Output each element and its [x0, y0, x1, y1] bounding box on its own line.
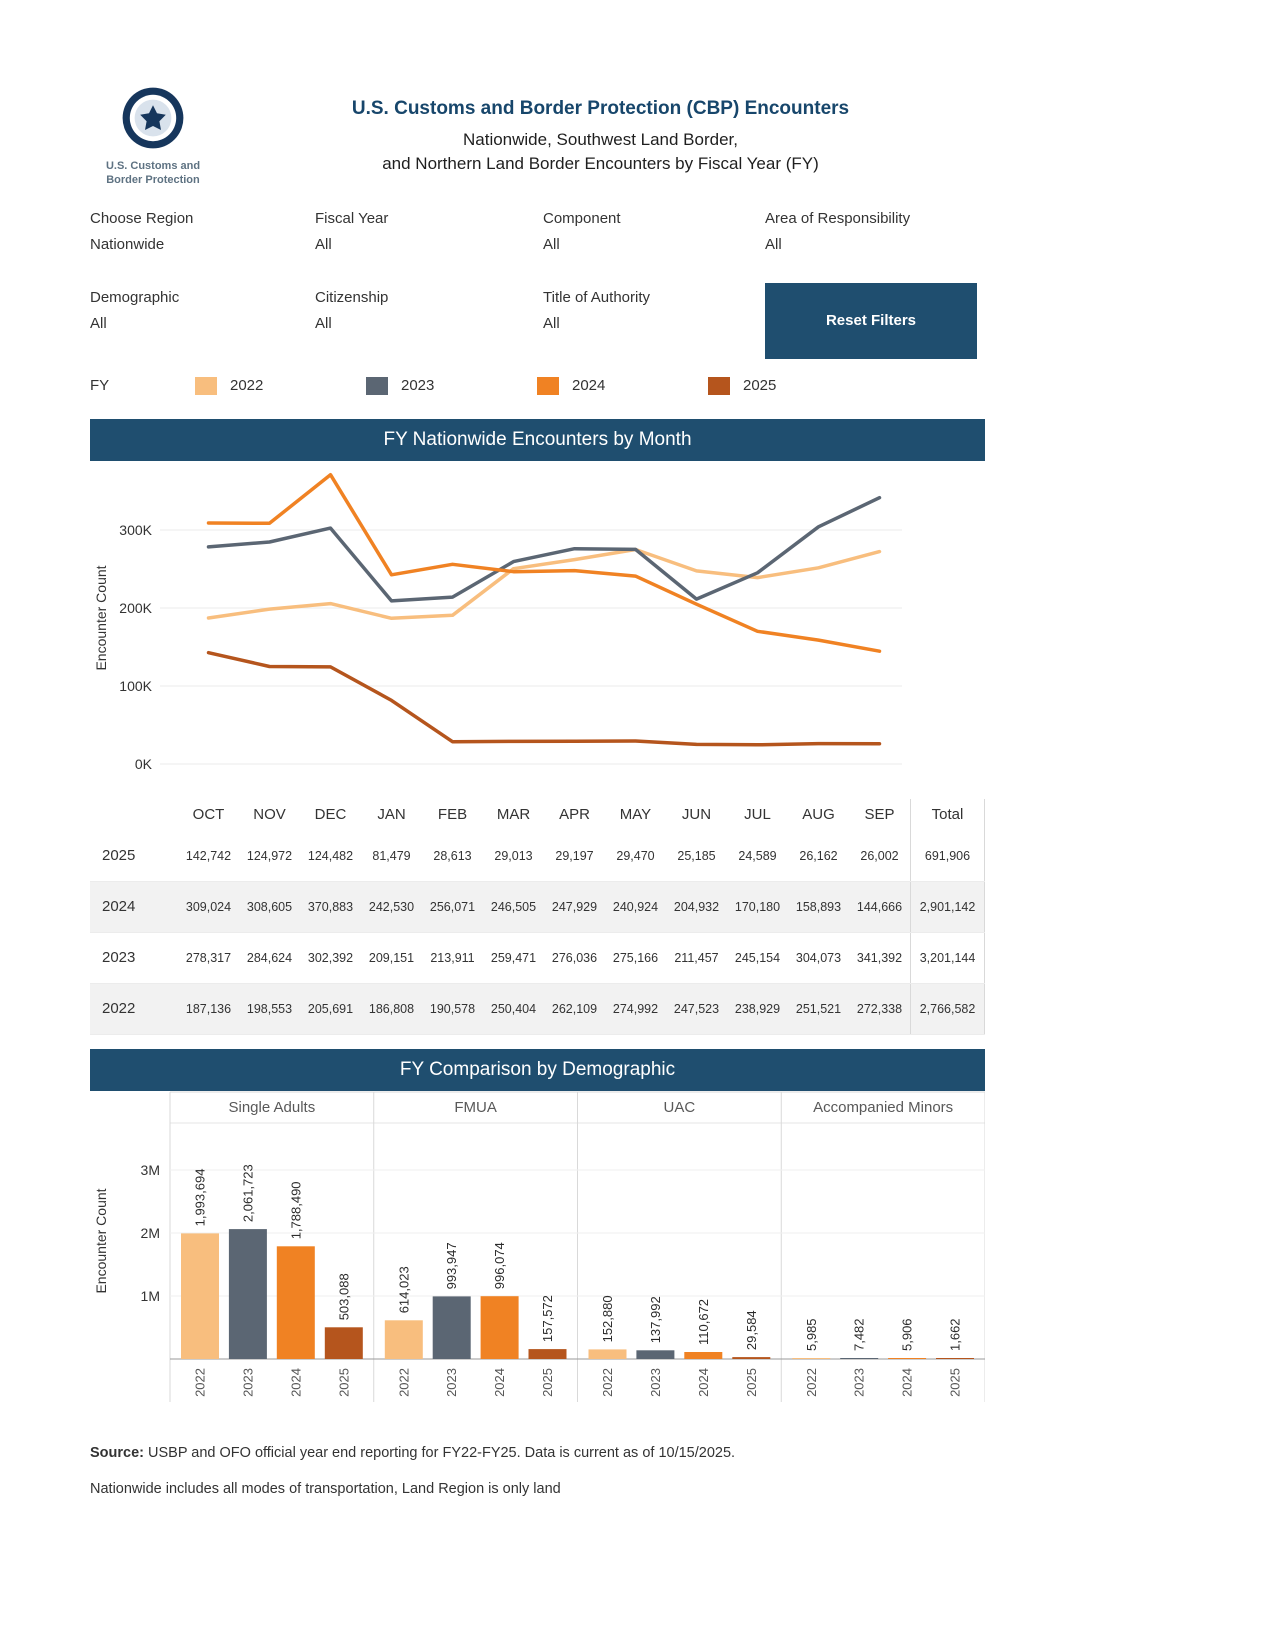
svg-text:100K: 100K: [119, 677, 152, 694]
logo-caption: [90, 159, 216, 188]
cbp-logo-block: [90, 86, 216, 188]
month-header-cell: AUG: [802, 806, 835, 824]
svg-text:2025: 2025: [743, 1367, 759, 1397]
svg-text:2022: 2022: [396, 1367, 412, 1397]
table-cell: 28,613: [433, 848, 472, 863]
table-cell: 308,605: [246, 899, 293, 914]
table-cell: 245,154: [734, 950, 781, 965]
logo-caption-line1: U.S. Customs and: [105, 160, 201, 172]
month-header-cell: DEC: [314, 806, 347, 824]
svg-text:FMUA: FMUA: [454, 1098, 497, 1116]
table-cell: 204,932: [673, 899, 720, 914]
svg-text:137,992: 137,992: [647, 1295, 663, 1343]
table-total-cell: 2,901,142: [910, 882, 985, 932]
table-cell: 238,929: [734, 1001, 781, 1016]
table-row: [90, 831, 985, 882]
page-subtitle-line1: Nationwide, Southwest Land Border,: [462, 130, 738, 149]
row-year-label: 2025: [102, 847, 136, 865]
table-cell: 341,392: [856, 950, 903, 965]
table-cell: 213,911: [430, 950, 475, 965]
legend-item-2023[interactable]: [366, 377, 537, 395]
table-cell: 262,109: [551, 1001, 598, 1016]
svg-text:3M: 3M: [140, 1161, 160, 1178]
svg-text:300K: 300K: [119, 521, 152, 538]
svg-text:1M: 1M: [140, 1287, 160, 1304]
legend-swatch-2024: [537, 377, 559, 395]
month-header-row: [90, 799, 985, 831]
svg-text:29,584: 29,584: [743, 1309, 759, 1350]
row-year-label: 2022: [102, 1000, 136, 1018]
table-row: [90, 984, 985, 1035]
legend-swatch-2025: [708, 377, 730, 395]
svg-text:1,993,694: 1,993,694: [192, 1168, 208, 1226]
legend-swatch-2022: [195, 377, 217, 395]
table-cell: 247,523: [673, 1001, 720, 1016]
svg-text:1,788,490: 1,788,490: [288, 1181, 304, 1239]
demographic-comparison-bar-chart[interactable]: [90, 1091, 985, 1421]
svg-text:5,985: 5,985: [803, 1318, 819, 1351]
month-header-cell: JUN: [681, 806, 712, 824]
svg-text:157,572: 157,572: [540, 1294, 555, 1342]
table-cell: 250,404: [490, 1001, 537, 1016]
filter-label-area-of-responsibility: Area of Responsibility: [765, 209, 911, 227]
table-cell: 272,338: [856, 1001, 903, 1016]
svg-text:2024: 2024: [492, 1367, 508, 1397]
page-subtitle-line2: and Northern Land Border Encounters by Fiscal Year (FY): [382, 153, 819, 173]
filter-value-fiscal-year[interactable]: All: [315, 235, 332, 253]
logo-caption-line2: Border Protection: [106, 174, 200, 187]
table-cell: 186,808: [368, 1001, 415, 1016]
filter-value-area-of-responsibility[interactable]: All: [765, 235, 782, 253]
table-cell: 302,392: [307, 950, 354, 965]
month-header-cell: JUL: [744, 806, 771, 824]
fy-legend: [90, 377, 985, 395]
svg-text:2024: 2024: [899, 1367, 915, 1397]
svg-text:993,947: 993,947: [444, 1241, 460, 1289]
svg-text:2023: 2023: [647, 1367, 663, 1397]
table-cell: 29,013: [494, 848, 533, 863]
svg-text:503,088: 503,088: [336, 1272, 352, 1320]
svg-text:Single Adults: Single Adults: [228, 1098, 316, 1116]
table-cell: 26,002: [860, 848, 899, 863]
svg-text:2023: 2023: [851, 1367, 867, 1397]
svg-text:0K: 0K: [134, 755, 152, 772]
svg-text:2,061,723: 2,061,723: [240, 1163, 256, 1222]
table-cell: 29,197: [555, 848, 594, 863]
svg-text:2022: 2022: [803, 1367, 819, 1397]
month-header-cell: MAR: [496, 806, 531, 824]
svg-text:200K: 200K: [119, 599, 152, 616]
filter-area-of-responsibility: [765, 210, 985, 253]
table-cell: 209,151: [368, 950, 415, 965]
table-cell: 278,317: [185, 950, 232, 965]
legend-item-2022[interactable]: [195, 377, 366, 395]
svg-text:2023: 2023: [240, 1367, 256, 1397]
table-row: [90, 882, 985, 933]
filter-panel: [90, 210, 985, 359]
legend-item-2025[interactable]: [708, 377, 879, 395]
source-line: [90, 1445, 985, 1461]
svg-text:2023: 2023: [444, 1367, 460, 1397]
table-total-cell: 691,906: [910, 831, 985, 881]
table-cell: 242,530: [368, 899, 415, 914]
svg-text:2022: 2022: [192, 1367, 208, 1397]
svg-text:2024: 2024: [288, 1367, 304, 1397]
svg-text:996,074: 996,074: [492, 1241, 508, 1289]
filter-value-citizenship[interactable]: All: [315, 314, 332, 332]
svg-text:5,906: 5,906: [899, 1318, 915, 1351]
month-header-cell: APR: [559, 806, 590, 824]
table-cell: 256,071: [429, 899, 476, 914]
legend-swatch-2023: [366, 377, 388, 395]
filter-label-citizenship: Citizenship: [315, 288, 389, 306]
footnote: Nationwide includes all modes of transportation, Land Region is only land: [90, 1480, 561, 1497]
legend-year-2024: 2024: [572, 377, 606, 395]
filter-label-title-of-authority: Title of Authority: [543, 288, 650, 306]
nationwide-encounters-line-chart[interactable]: [90, 464, 985, 799]
filter-value-component[interactable]: All: [543, 235, 560, 253]
title-block: [216, 86, 985, 188]
filter-label-fiscal-year: Fiscal Year: [315, 209, 389, 227]
table-cell: 26,162: [799, 848, 838, 863]
svg-text:2025: 2025: [540, 1367, 555, 1397]
reset-filters-button[interactable]: Reset Filters: [765, 283, 977, 359]
table-cell: 284,624: [246, 950, 293, 965]
table-cell: 158,893: [795, 899, 842, 914]
svg-text:2022: 2022: [600, 1367, 615, 1397]
row-year-label: 2024: [102, 898, 136, 916]
table-cell: 142,742: [185, 848, 232, 863]
table-cell: 124,972: [246, 848, 293, 863]
table-cell: 309,024: [185, 899, 232, 914]
svg-text:UAC: UAC: [663, 1098, 696, 1116]
filter-row-2: [90, 289, 985, 359]
svg-text:Encounter Count: Encounter Count: [93, 1188, 109, 1294]
table-cell: 187,136: [185, 1001, 232, 1016]
month-header-cell: SEP: [864, 806, 895, 824]
table-cell: 304,073: [795, 950, 842, 965]
table-cell: 24,589: [738, 848, 777, 863]
table-cell: 246,505: [490, 899, 537, 914]
table-cell: 81,479: [372, 848, 411, 863]
table-cell: 29,470: [616, 848, 655, 863]
table-cell: 124,482: [307, 848, 354, 863]
row-year-label: 2023: [102, 949, 136, 967]
table-row: [90, 933, 985, 984]
table-cell: 259,471: [490, 950, 537, 965]
filter-label-demographic: Demographic: [90, 288, 180, 306]
table-cell: 25,185: [677, 848, 716, 863]
source-label: Source:: [90, 1444, 144, 1461]
table-cell: 198,553: [246, 1001, 293, 1016]
filter-value-title-of-authority[interactable]: All: [543, 314, 560, 332]
svg-text:Encounter Count: Encounter Count: [93, 565, 109, 671]
total-header-cell: Total: [910, 799, 985, 831]
svg-text:2025: 2025: [336, 1367, 352, 1397]
filter-citizenship: [315, 289, 543, 332]
month-header-cell: NOV: [253, 806, 286, 824]
legend-year-2023: 2023: [401, 377, 435, 395]
month-header-cell: OCT: [192, 806, 225, 824]
cbp-seal-icon: [121, 86, 185, 150]
page-title: U.S. Customs and Border Protection (CBP) Encounters: [351, 98, 850, 119]
svg-text:110,672: 110,672: [695, 1298, 711, 1345]
filter-title-of-authority: [543, 289, 765, 332]
table-cell: 240,924: [612, 899, 659, 914]
svg-text:614,023: 614,023: [396, 1265, 412, 1313]
filter-fiscal-year: [315, 210, 543, 253]
table-cell: 190,578: [429, 1001, 476, 1016]
month-header-cell: FEB: [437, 806, 468, 824]
svg-text:1,662: 1,662: [947, 1318, 963, 1351]
filter-demographic: [90, 289, 315, 332]
page-content: [90, 0, 985, 1497]
svg-text:152,880: 152,880: [600, 1294, 615, 1342]
encounters-table: [90, 831, 985, 1035]
filter-value-demographic[interactable]: All: [90, 314, 107, 332]
month-header-cell: JAN: [377, 806, 406, 824]
svg-text:2M: 2M: [140, 1224, 160, 1241]
table-cell: 275,166: [612, 950, 659, 965]
legend-year-2025: 2025: [743, 377, 777, 395]
svg-text:2024: 2024: [695, 1367, 711, 1397]
table-total-cell: 3,201,144: [910, 933, 985, 983]
fy-legend-label: FY: [90, 377, 110, 395]
legend-item-2024[interactable]: [537, 377, 708, 395]
filter-row-1: [90, 210, 985, 253]
filter-label-choose-region: Choose Region: [90, 209, 194, 227]
filter-choose-region: [90, 210, 315, 253]
table-cell: 251,521: [795, 1001, 842, 1016]
table-cell: 205,691: [307, 1001, 354, 1016]
table-cell: 276,036: [551, 950, 598, 965]
table-cell: 370,883: [307, 899, 354, 914]
page-header: [90, 86, 985, 188]
table-total-cell: 2,766,582: [910, 984, 985, 1034]
svg-text:Accompanied Minors: Accompanied Minors: [813, 1098, 954, 1116]
table-cell: 211,457: [674, 950, 719, 965]
table-cell: 170,180: [734, 899, 781, 914]
line-chart-banner: FY Nationwide Encounters by Month: [90, 419, 985, 461]
legend-year-2022: 2022: [230, 377, 264, 395]
month-header-cell: MAY: [619, 806, 652, 824]
table-cell: 144,666: [856, 899, 903, 914]
bar-chart-banner: FY Comparison by Demographic: [90, 1049, 985, 1091]
table-cell: 274,992: [612, 1001, 659, 1016]
source-text: USBP and OFO official year end reporting for FY22-FY25. Data is current as of 10/15/2025.: [148, 1444, 736, 1461]
table-cell: 247,929: [551, 899, 598, 914]
filter-label-component: Component: [543, 209, 621, 227]
filter-value-choose-region[interactable]: Nationwide: [90, 235, 165, 253]
svg-text:7,482: 7,482: [851, 1318, 867, 1351]
svg-text:2025: 2025: [947, 1367, 963, 1397]
filter-component: [543, 210, 765, 253]
